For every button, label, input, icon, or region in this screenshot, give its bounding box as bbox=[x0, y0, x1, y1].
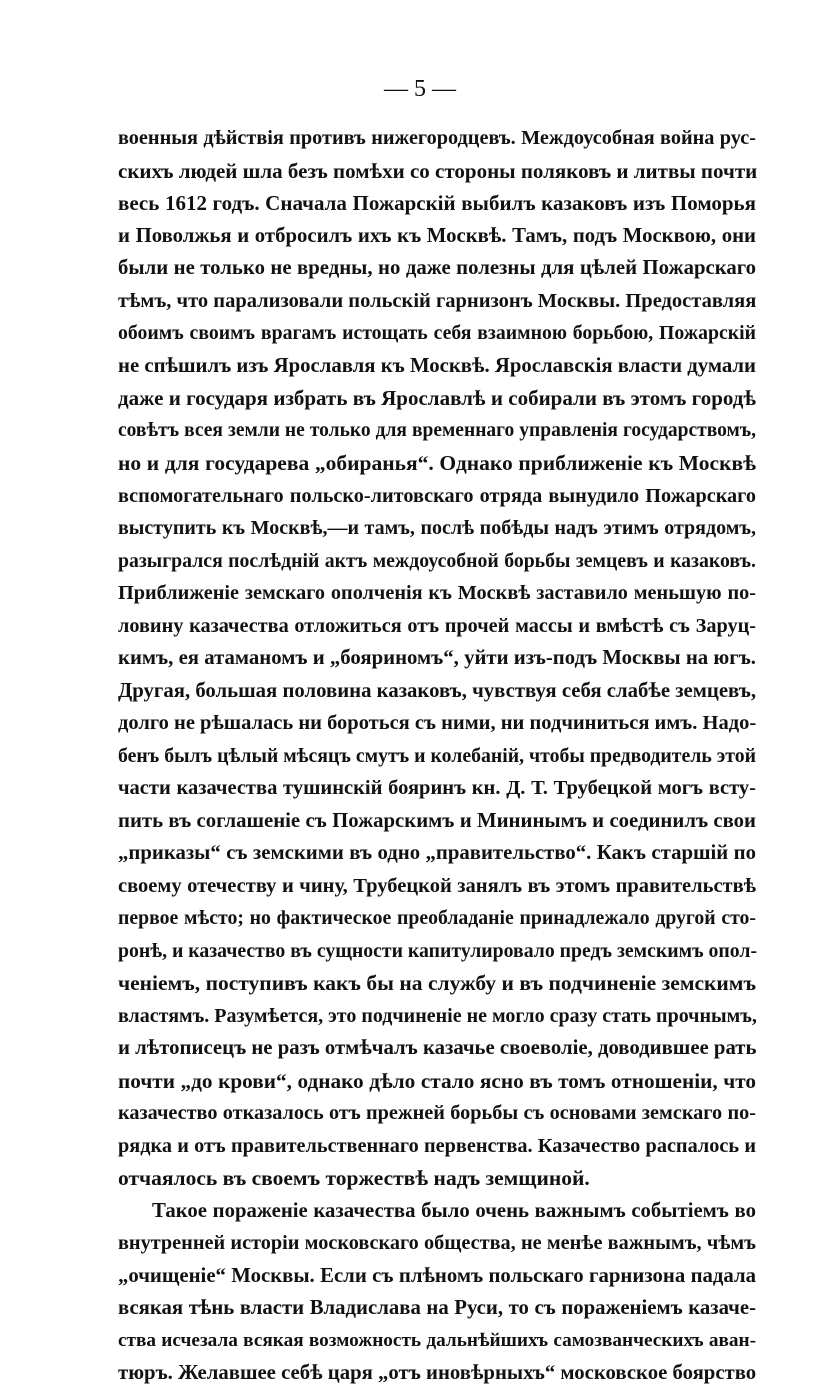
text-line: рядка и отъ правительственнаго первенства. Казачество распалось и bbox=[118, 1134, 756, 1157]
text-line: почти „до крови“, однако дѣло стало ясно въ томъ отношеніи, что bbox=[118, 1068, 756, 1093]
text-line: тѣмъ, что парализовали польскій гарнизонъ Москвы. Предоставляя bbox=[118, 289, 757, 312]
text-line: пить въ соглашеніе съ Пожарскимъ и Мининымъ и соединилъ свои bbox=[118, 809, 756, 832]
text-line: военныя дѣйствія противъ нижегородцевъ. Междоусобная война рус- bbox=[118, 127, 756, 149]
text-line: вспомогательнаго польско-литовскаго отряда вынудило Пожарскаго bbox=[118, 484, 756, 507]
text-line: казачество отказалось отъ прежней борьбы съ основами земскаго по- bbox=[118, 1102, 756, 1124]
text-line: ченіемъ, поступивъ какъ бы на службу и въ подчиненіе земскимъ bbox=[118, 971, 756, 995]
text-line: кимъ, ея атаманомъ и „бояриномъ“, уйти изъ-подъ Москвы на югъ. bbox=[118, 647, 756, 669]
text-line: Такое пораженіе казачества было очень важнымъ событіемъ во bbox=[152, 1199, 756, 1222]
text-line: были не только не вредны, но даже полезны для цѣлей Пожарскаго bbox=[118, 257, 756, 279]
text-line: первое мѣсто; но фактическое преобладаніе принадлежало другой сто- bbox=[118, 907, 756, 929]
text-line: даже и государя избрать въ Ярославлѣ и собирали въ этомъ городѣ bbox=[118, 386, 756, 410]
text-line: но и для государева „обиранья“. Однако приближеніе къ Москвѣ bbox=[118, 451, 756, 475]
text-line: разыгрался послѣдній актъ междоусобной борьбы земцевъ и казаковъ. bbox=[118, 549, 756, 572]
text-line: всякая тѣнь власти Владислава на Руси, то съ пораженіемъ казаче- bbox=[118, 1297, 756, 1319]
text-line: и Поволжья и отбросилъ ихъ къ Москвѣ. Тамъ, подъ Москвою, они bbox=[118, 224, 756, 247]
text-line: весь 1612 годъ. Сначала Пожарскій выбилъ казаковъ изъ Поморья bbox=[118, 191, 756, 215]
text-line: части казачества тушинскій бояринъ кн. Д. Т. Трубецкой могъ всту- bbox=[118, 777, 756, 799]
text-line: бенъ былъ цѣлый мѣсяцъ смутъ и колебаній, чтобы предводитель этой bbox=[118, 744, 756, 767]
text-line: и лѣтописецъ не разъ отмѣчалъ казачье своеволіе, доводившее рать bbox=[118, 1037, 757, 1059]
paragraph-2 bbox=[118, 1195, 756, 1390]
text-line: ловину казачества отложиться отъ прочей массы и вмѣстѣ съ Заруц- bbox=[118, 614, 756, 637]
text-line: обоимъ своимъ врагамъ истощать себя взаимною борьбою, Пожарскій bbox=[118, 322, 756, 344]
text-line: скихъ людей шла безъ помѣхи со стороны поляковъ и литвы почти bbox=[118, 158, 758, 183]
text-line: отчаялось въ своемъ торжествѣ надъ земщиной. bbox=[118, 1166, 590, 1190]
text-line: долго не рѣшалась ни бороться съ ними, ни подчиниться имъ. Надо- bbox=[118, 712, 757, 734]
text-line: своему отечеству и чину, Трубецкой занялъ въ этомъ правительствѣ bbox=[118, 874, 756, 897]
text-line: ства исчезала всякая возможность дальнѣйшихъ самозванческихъ аван- bbox=[118, 1329, 756, 1351]
paragraph-1 bbox=[118, 122, 756, 1195]
body-text bbox=[118, 122, 756, 1390]
page-number: — 5 — bbox=[384, 76, 456, 102]
text-line: внутренней исторіи московскаго общества, не менѣе важнымъ, чѣмъ bbox=[118, 1232, 756, 1254]
text-line: ронѣ, и казачество въ сущности капитулировало предъ земскимъ опол- bbox=[118, 939, 758, 962]
text-line: „очищеніе“ Москвы. Если съ плѣномъ польскаго гарнизона падала bbox=[118, 1264, 756, 1287]
text-line: тюръ. Желавшее себѣ царя „отъ иновѣрныхъ“ московское боярство bbox=[118, 1362, 757, 1384]
text-line: выступить къ Москвѣ,—и тамъ, послѣ побѣды надъ этимъ отрядомъ, bbox=[118, 517, 756, 539]
text-line: Другая, большая половина казаковъ, чувствуя себя слабѣе земцевъ, bbox=[118, 679, 757, 702]
text-line: не спѣшилъ изъ Ярославля къ Москвѣ. Ярославскія власти думали bbox=[118, 354, 757, 377]
text-line: властямъ. Разумѣется, это подчиненіе не могло сразу стать прочнымъ, bbox=[118, 1004, 757, 1027]
text-line: совѣтъ всея земли не только для временнаго управленія государствомъ, bbox=[118, 419, 756, 441]
text-line: Приближеніе земскаго ополченія къ Москвѣ заставило меньшую по- bbox=[118, 582, 756, 604]
text-line: „приказы“ съ земскими въ одно „правительство“. Какъ старшій по bbox=[118, 842, 756, 864]
